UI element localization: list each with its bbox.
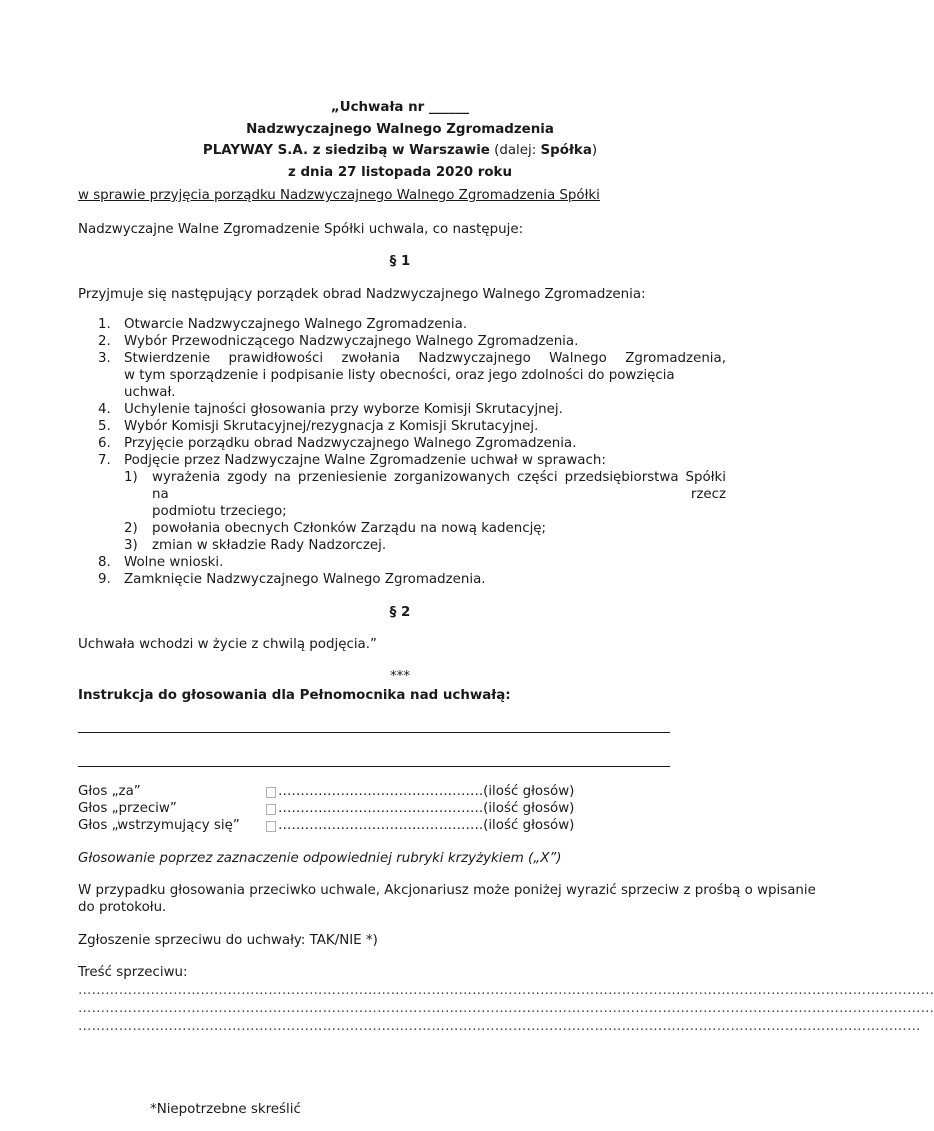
agenda-item-number: 2. xyxy=(98,334,111,349)
instruction-line-2[interactable] xyxy=(78,766,670,767)
agenda-subitem-text-line-2: podmiotu trzeciego; xyxy=(152,504,287,519)
footnote: *Niepotrzebne skreślić xyxy=(150,1102,301,1117)
title-line-1: „Uchwała nr ______ xyxy=(330,100,470,115)
resolution-title xyxy=(0,97,800,183)
company-short-name: Spółka xyxy=(540,143,592,158)
vote-count-field[interactable]: ……………………………………….(ilość głosów) xyxy=(278,784,575,799)
agenda-subitem-text: powołania obecnych Członków Zarządu na nową kadencję; xyxy=(152,521,547,536)
objection-dotted-line-3[interactable]: …………………………………………………………………………………………………………………………………………………………………… xyxy=(78,1019,921,1034)
agenda-item-number: 3. xyxy=(98,351,111,366)
vote-label: Głos „przeciw” xyxy=(78,801,177,816)
agenda-subitem-text-line-1: wyrażenia zgody na przeniesienie zorganizowanych części przedsiębiorstwa Spółki na rzecz xyxy=(152,470,726,502)
objection-info-line-2: do protokołu. xyxy=(78,900,167,915)
separator-stars: *** xyxy=(389,669,411,684)
title-line-3-close: ) xyxy=(591,143,598,158)
agenda-item xyxy=(78,316,726,333)
agenda-item xyxy=(78,554,726,571)
vote-count-field[interactable]: ……………………………………….(ilość głosów) xyxy=(278,801,575,816)
agenda-item-number: 6. xyxy=(98,436,111,451)
agenda-item-number: 8. xyxy=(98,555,111,570)
instruction-heading: Instrukcja do głosowania dla Pełnomocnika nad uchwałą: xyxy=(78,688,511,703)
agenda-list xyxy=(78,316,726,588)
agenda-subitem-number: 3) xyxy=(124,538,138,553)
agenda-item xyxy=(78,571,726,588)
vote-count-field[interactable]: ……………………………………….(ilość głosów) xyxy=(278,818,575,833)
vote-checkbox[interactable] xyxy=(266,821,276,832)
agenda-item xyxy=(78,333,726,350)
agenda-item-text: Zamknięcie Nadzwyczajnego Walnego Zgromadzenia. xyxy=(124,572,486,587)
agenda-subitem-number: 1) xyxy=(124,470,138,485)
agenda-item xyxy=(78,401,726,418)
agenda-item xyxy=(78,350,726,401)
title-line-3 xyxy=(0,140,800,162)
agenda-item-text-line-2: w tym sporządzenie i podpisanie listy obecności, oraz jego zdolności do powzięcia uchwał. xyxy=(124,368,675,400)
section-1-heading: § 1 xyxy=(389,254,411,269)
agenda-item xyxy=(78,435,726,452)
objection-dotted-line-1[interactable]: ……………………………………………………………………………………………………………………………………………………………………… xyxy=(78,983,934,998)
agenda-subitem-number: 2) xyxy=(124,521,138,536)
agenda-item-number: 1. xyxy=(98,317,111,332)
agenda-subitem xyxy=(124,537,726,554)
resolution-subject: w sprawie przyjęcia porządku Nadzwyczajnego Walnego Zgromadzenia Spółki xyxy=(78,188,600,203)
vote-label: Głos „za” xyxy=(78,784,141,799)
section-2-heading: § 2 xyxy=(389,605,411,620)
title-date: z dnia 27 listopada 2020 roku xyxy=(288,164,512,180)
agenda-item-text: Przyjęcie porządku obrad Nadzwyczajnego Walnego Zgromadzenia. xyxy=(124,436,577,451)
effective-clause: Uchwała wchodzi w życie z chwilą podjęcia.” xyxy=(78,637,377,652)
agenda-item-text: Wolne wnioski. xyxy=(124,555,224,570)
objection-dotted-line-2[interactable]: ……………………………………………………………………………………………………………………………………………………………………… xyxy=(78,1001,934,1016)
vote-checkbox[interactable] xyxy=(266,804,276,815)
agenda-sublist xyxy=(124,469,726,554)
vote-label: Głos „wstrzymujący się” xyxy=(78,818,240,833)
agenda-item-number: 7. xyxy=(98,453,111,468)
agenda-subitem xyxy=(124,469,726,520)
agenda-item-text: Wybór Przewodniczącego Nadzwyczajnego Walnego Zgromadzenia. xyxy=(124,334,579,349)
agenda-item-text: Otwarcie Nadzwyczajnego Walnego Zgromadzenia. xyxy=(124,317,468,332)
agenda-subitem-text: zmian w składzie Rady Nadzorczej. xyxy=(152,538,387,553)
agenda-subitem xyxy=(124,520,726,537)
agenda-item-number: 4. xyxy=(98,402,111,417)
objection-content-label: Treść sprzeciwu: xyxy=(78,965,188,980)
objection-declaration: Zgłoszenie sprzeciwu do uchwały: TAK/NIE *) xyxy=(78,933,378,948)
vote-checkbox[interactable] xyxy=(266,787,276,798)
title-line-2: Nadzwyczajnego Walnego Zgromadzenia xyxy=(246,121,554,137)
resolution-intro: Nadzwyczajne Walne Zgromadzenie Spółki uchwala, co następuje: xyxy=(78,222,524,237)
agenda-item-text: Podjęcie przez Nadzwyczajne Walne Zgromadzenie uchwał w sprawach: xyxy=(124,453,606,468)
objection-info-line-1: W przypadku głosowania przeciwko uchwale, Akcjonariusz może poniżej wyrazić sprzeciw z prośbą o wpisanie xyxy=(78,883,816,898)
agenda-item-text: Wybór Komisji Skrutacyjnej/rezygnacja z Komisji Skrutacyjnej. xyxy=(124,419,539,434)
agenda-item xyxy=(78,418,726,435)
agenda-item xyxy=(78,452,726,554)
voting-note: Głosowanie poprzez zaznaczenie odpowiedniej rubryki krzyżykiem („X”) xyxy=(78,851,562,866)
title-line-3-normal: (dalej: xyxy=(489,143,541,158)
agenda-item-text-line-1: Stwierdzenie prawidłowości zwołania Nadzwyczajnego Walnego Zgromadzenia, xyxy=(124,351,726,366)
agenda-item-text: Uchylenie tajności głosowania przy wyborze Komisji Skrutacyjnej. xyxy=(124,402,563,417)
instruction-line-1[interactable] xyxy=(78,732,670,733)
company-name: PLAYWAY S.A. z siedzibą w Warszawie xyxy=(202,143,490,158)
agenda-intro: Przyjmuje się następujący porządek obrad Nadzwyczajnego Walnego Zgromadzenia: xyxy=(78,287,646,302)
agenda-item-number: 5. xyxy=(98,419,111,434)
agenda-item-number: 9. xyxy=(98,572,111,587)
